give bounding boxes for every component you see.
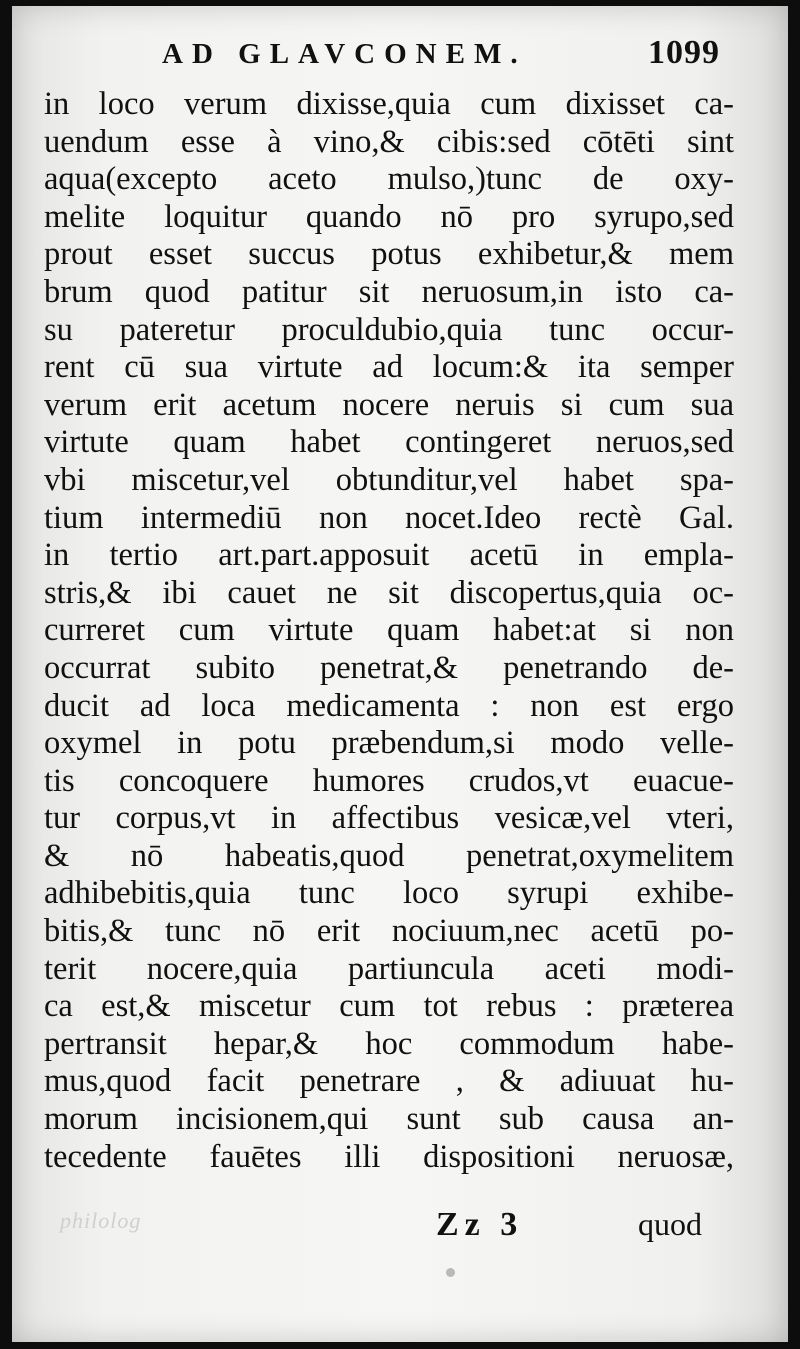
text-line: aqua(excepto aceto mulso,)tunc de oxy- — [44, 161, 734, 198]
text-line: & nō habeatis,quod penetrat,oxymelitem — [44, 837, 734, 874]
text-line: mus,quod facit penetrare , & adiuuat hu- — [44, 1063, 734, 1100]
text-line: prout esset succus potus exhibetur,& mem — [44, 236, 734, 273]
text-line: rent cū sua virtute ad locum:& ita semper — [44, 349, 734, 386]
signature-mark: Zz 3 — [436, 1206, 524, 1243]
text-line: ca est,& miscetur cum tot rebus : præterea — [44, 988, 734, 1025]
text-line: tecedente fauētes illi dispositioni neruosæ, — [44, 1138, 734, 1175]
book-page — [12, 6, 788, 1342]
text-line: occurrat subito penetrat,& penetrando de- — [44, 649, 734, 686]
paper-speck — [446, 1268, 455, 1277]
text-line: verum erit acetum nocere neruis si cum sua — [44, 386, 734, 423]
catchword: quod — [638, 1206, 702, 1242]
page-header — [12, 34, 788, 84]
running-title: AD GLAVCONEM. — [162, 38, 527, 70]
text-line: stris,& ibi cauet ne sit discopertus,quia oc- — [44, 574, 734, 611]
text-line: tium intermediū non nocet.Ideo rectè Gal. — [44, 499, 734, 536]
text-line: vbi miscetur,vel obtunditur,vel habet spa- — [44, 461, 734, 498]
text-line: in loco verum dixisse,quia cum dixisset ca- — [44, 86, 734, 122]
text-line: oxymel in potu præbendum,si modo velle- — [44, 725, 734, 762]
text-line: terit nocere,quia partiuncula aceti modi- — [44, 950, 734, 987]
show-through-text: philolog — [60, 1208, 142, 1233]
text-line: ducit ad loca medicamenta : non est ergo — [44, 687, 734, 724]
text-line: melite loquitur quando nō pro syrupo,sed — [44, 198, 734, 235]
text-line: curreret cum virtute quam habet:at si non — [44, 612, 734, 649]
text-line: virtute quam habet contingeret neruos,sed — [44, 424, 734, 461]
text-line: morum incisionem,qui sunt sub causa an- — [44, 1101, 734, 1138]
text-line: uendum esse à vino,& cibis:sed cōtēti sint — [44, 123, 734, 160]
text-line: bitis,& tunc nō erit nociuum,nec acetū po- — [44, 913, 734, 950]
text-line: pertransit hepar,& hoc commodum habe- — [44, 1025, 734, 1062]
text-line: tur corpus,vt in affectibus vesicæ,vel vteri, — [44, 800, 734, 837]
text-line: tis concoquere humores crudos,vt euacue- — [44, 762, 734, 799]
text-line: adhibebitis,quia tunc loco syrupi exhibe- — [44, 875, 734, 912]
page-number: 1099 — [648, 34, 720, 71]
body-text — [44, 86, 734, 1176]
text-line: brum quod patitur sit neruosum,in isto ca- — [44, 273, 734, 310]
page-footer — [12, 1206, 788, 1250]
text-line: in tertio art.part.apposuit acetū in empla- — [44, 537, 734, 574]
text-line: su pateretur proculdubio,quia tunc occur- — [44, 311, 734, 348]
